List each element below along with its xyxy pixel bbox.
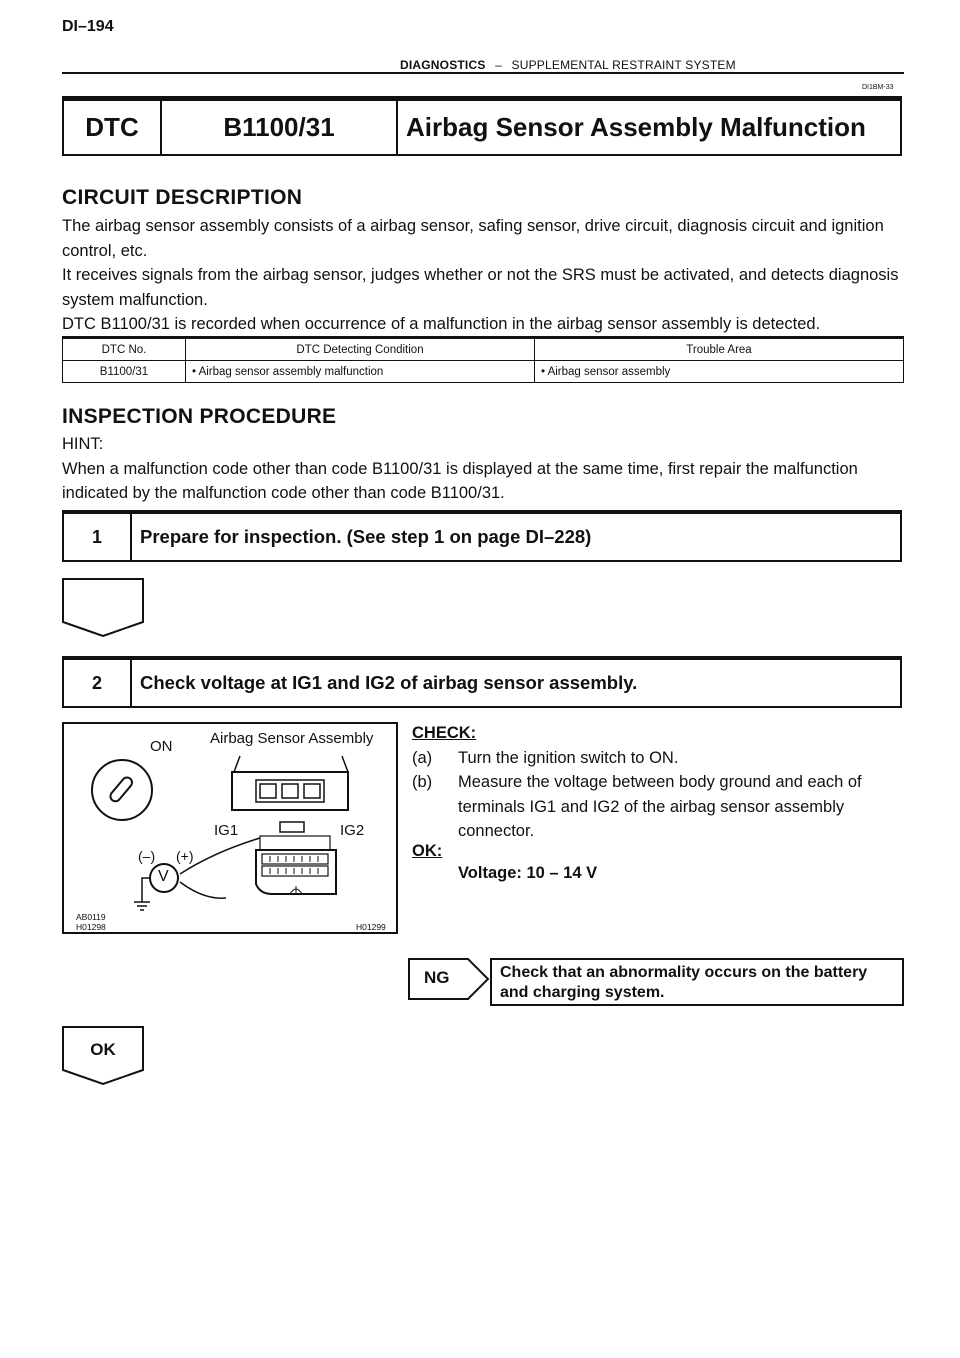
dtc-title-box xyxy=(62,96,902,156)
hint-block xyxy=(62,432,912,506)
dtc-divider-2 xyxy=(396,101,398,154)
dtc-code: B1100/31 xyxy=(223,112,335,142)
step-1-title: Prepare for inspection. (See step 1 on page DI–228) xyxy=(140,526,592,547)
section-header xyxy=(400,58,736,72)
dtc-title: Airbag Sensor Assembly Malfunction xyxy=(406,112,866,142)
figure-code-ab0119: AB0119 xyxy=(76,912,106,922)
ignition-switch-icon xyxy=(92,760,152,820)
ground-icon xyxy=(134,878,150,910)
dtc-table xyxy=(62,336,904,383)
voltmeter-label: V xyxy=(158,868,169,885)
dtc-table-header: DTC No. xyxy=(63,338,186,361)
dtc-table-header: Trouble Area xyxy=(535,338,904,361)
check-item-a-text: Turn the ignition switch to ON. xyxy=(458,749,679,767)
step-2-title: Check voltage at IG1 and IG2 of airbag sensor assembly. xyxy=(140,672,638,693)
page-number: DI–194 xyxy=(62,18,114,35)
dtc-table-cell: • Airbag sensor assembly xyxy=(535,361,904,383)
circuit-description-text xyxy=(62,214,912,337)
ng-arrow-icon xyxy=(408,948,492,1010)
ng-action-box: Check that an abnormality occurs on the battery and charging system. xyxy=(490,958,904,1006)
figure-minus-label: (–) xyxy=(138,848,156,864)
step-2-box xyxy=(62,656,902,708)
check-item-a-marker: (a) xyxy=(412,749,433,767)
dtc-table-cell: B1100/31 xyxy=(63,361,186,383)
hint-text: When a malfunction code other than code B1100/31 is displayed at the same time, first repair the malfunction indicated by the malfunction code other than code B1100/31. xyxy=(62,459,858,502)
section-header-separator: – xyxy=(495,58,502,72)
step-1-number: 1 xyxy=(64,514,132,560)
wiring-figure xyxy=(62,722,398,934)
circuit-paragraph-1: The airbag sensor assembly consists of a airbag sensor, safing sensor, drive circuit, diagnosis circuit and ignition control, etc. xyxy=(62,217,884,260)
dtc-table-cell: • Airbag sensor assembly malfunction xyxy=(186,361,535,383)
figure-code-h01298: H01298 xyxy=(76,922,106,932)
figure-on-label: ON xyxy=(150,738,173,755)
hint-label: HINT: xyxy=(62,435,104,453)
circuit-paragraph-2: It receives signals from the airbag sensor, judges whether or not the SRS must be activated, and detects diagnosis system malfunction. xyxy=(62,266,899,309)
voltage-spec: Voltage: 10 – 14 V xyxy=(458,864,598,882)
dtc-table-header-row xyxy=(63,338,904,361)
doc-code: DI1BM-33 xyxy=(862,84,894,91)
figure-ig2-label: IG2 xyxy=(340,822,365,839)
circuit-description-heading: CIRCUIT DESCRIPTION xyxy=(62,186,303,209)
check-item-a xyxy=(412,746,904,771)
dtc-table-row xyxy=(63,361,904,383)
check-item-b-marker: (b) xyxy=(412,773,433,791)
sensor-outline-icon xyxy=(234,756,348,772)
check-label: CHECK: xyxy=(412,724,477,742)
section-header-rest: SUPPLEMENTAL RESTRAINT SYSTEM xyxy=(511,58,736,72)
figure-ig1-label: IG1 xyxy=(214,822,239,839)
circuit-paragraph-3: DTC B1100/31 is recorded when occurrence of a malfunction in the airbag sensor assembly is detected. xyxy=(62,315,821,333)
sensor-body-icon xyxy=(232,772,348,810)
header-rule xyxy=(62,72,904,74)
dtc-table-header: DTC Detecting Condition xyxy=(186,338,535,361)
check-item-b xyxy=(412,770,904,844)
ng-label: NG xyxy=(424,968,450,987)
ok-arrow-label: OK xyxy=(90,1040,116,1059)
dtc-label: DTC xyxy=(85,112,139,142)
figure-plus-label: (+) xyxy=(176,848,194,864)
down-arrow-icon xyxy=(62,578,144,638)
check-item-b-text: Measure the voltage between body ground and each of terminals IG1 and IG2 of the airbag sensor assembly connector. xyxy=(458,773,862,840)
figure-code-h01299: H01299 xyxy=(356,922,386,932)
step-2-number: 2 xyxy=(64,660,132,706)
key-slot-icon xyxy=(108,775,134,803)
step-1-box xyxy=(62,510,902,562)
figure-title: Airbag Sensor Assembly xyxy=(210,730,374,747)
section-header-bold: DIAGNOSTICS xyxy=(400,58,486,72)
ok-label: OK: xyxy=(412,842,443,860)
inspection-procedure-heading: INSPECTION PROCEDURE xyxy=(62,405,337,428)
